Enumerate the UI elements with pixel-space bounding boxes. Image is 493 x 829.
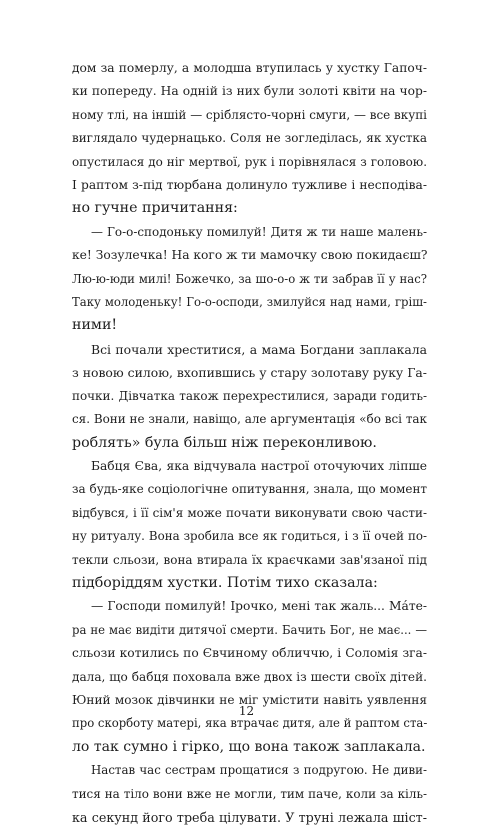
- text-line: опустилася до ніг мертвої, рук і порівнялася з головою.: [72, 154, 427, 169]
- text-line: Настав час сестрам прощатися з подругою. Не диви-: [91, 763, 427, 778]
- text-line: ке! Зозулечка! На кого ж ти мамочку свою покидаєш?: [72, 248, 428, 263]
- text-line: тися на тіло вони вже не могли, тим паче, коли за кіль-: [72, 786, 427, 801]
- text-line: про скорботу матері, яка втрачає дитя, але й раптом ста-: [72, 716, 428, 731]
- text-line: підборіддям хустки. Потім тихо сказала:: [72, 574, 378, 591]
- text-line: ному тлі, на іншій — сріблясто-чорні смуги, — все вкупі: [72, 107, 427, 122]
- text-line: ну ритуалу. Вона зробила все як годиться, і з її очей по-: [72, 529, 427, 544]
- text-line: — Го-о-сподоньку помилуй! Дитя ж ти наше малень-: [91, 224, 427, 239]
- text-line: І раптом з-під тюрбана долинуло тужливе і несподіва-: [72, 178, 427, 193]
- text-line: ло так сумно і гірко, що вона також заплакала.: [72, 738, 426, 755]
- text-line: почки. Дівчатка також перехрестилися, заради годить-: [72, 388, 427, 403]
- text-line: виглядало чудернацько. Соля не зогледілась, як хустка: [72, 131, 427, 146]
- text-line: Лю-ю-юди милі! Божечко, за шо-о-о ж ти забрав її у нас?: [72, 271, 427, 286]
- text-line: ся. Вони не знали, навіщо, але аргументація «бо всі так: [72, 412, 427, 427]
- text-line: Юний мозок дівчинки не міг умістити навіть уявлення: [72, 692, 427, 707]
- text-line: ра не має видіти дитячої смерти. Бачить Бог, не має... —: [72, 622, 427, 637]
- text-line: текли сльози, вона втирала їх краєчками зав'язаної під: [72, 552, 427, 567]
- text-line: ка секунд його треба цілувати. У труні лежала шіст-: [72, 810, 427, 825]
- text-line: ки попереду. На одній із них були золоті квіти на чор-: [72, 84, 427, 99]
- text-line: — Господи помилуй! Ірочко, мені так жаль... Мáте-: [91, 599, 427, 614]
- text-line: Бабця Єва, яка відчувала настрої оточуючих ліпше: [91, 458, 427, 473]
- text-line: роблять» була більш ніж переконливою.: [72, 434, 377, 451]
- page-number: 12: [238, 704, 255, 718]
- text-line: Таку молоденьку! Го-о-осподи, змилуйся над нами, грiш-: [72, 295, 427, 310]
- text-line: но гучне причитання:: [72, 200, 238, 217]
- text-line: з новою силою, вхопившись у стару золотаву руку Га-: [72, 365, 427, 381]
- text-line: дала, що бабця поховала вже двох із шести своїх дітей.: [72, 669, 427, 684]
- text-line: Всі почали хреститися, а мама Богдани заплакала: [91, 341, 427, 357]
- text-line: дом за померлу, а молодша втупилась у хустку Гапоч-: [72, 61, 427, 75]
- text-line: сльози котились по Євчиному обличчю, і Соломія зга-: [72, 646, 427, 661]
- text-line: ними!: [72, 317, 118, 334]
- text-line: відбувся, і її сім'я може почати виконувати свою части-: [72, 505, 427, 520]
- text-line: за будь-яке соціологічне опитування, знала, що момент: [72, 482, 427, 497]
